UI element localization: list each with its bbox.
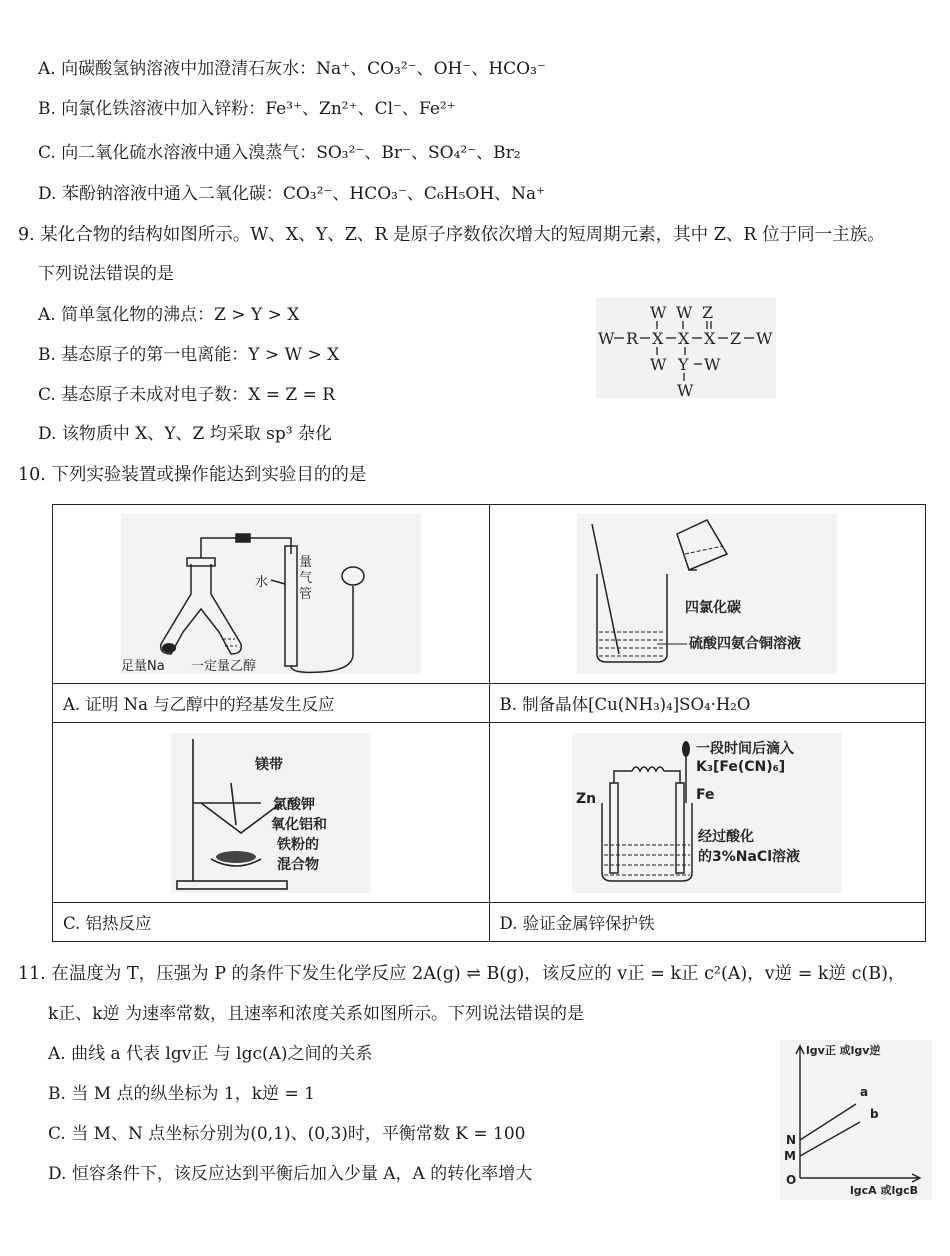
- label-ccl4: 四氯化碳: [685, 600, 742, 617]
- origin-label: O: [786, 1173, 797, 1187]
- label-later-add: 一段时间后滴入: [696, 740, 795, 757]
- q8-option-d: D. 苯酚钠溶液中通入二氧化碳：CO₃²⁻、HCO₃⁻、C₆H₅OH、Na⁺: [38, 184, 546, 204]
- apparatus-b-diagram: [577, 514, 837, 674]
- struct-w-bottom: W: [650, 355, 667, 374]
- curve-b-line: [800, 1122, 860, 1156]
- cell-d-caption: D. 验证金属锌保护铁: [489, 902, 926, 941]
- cell-a-figure: [53, 505, 490, 684]
- q8-option-c: C. 向二氧化硫水溶液中通入溴蒸气：SO₃²⁻、Br⁻、SO₄²⁻、Br₂: [38, 143, 521, 163]
- q11-option-c: C. 当 M、N 点坐标分别为(0,1)、(0,3)时，平衡常数 K = 100: [48, 1124, 526, 1144]
- struct-x3: X: [704, 329, 716, 348]
- struct-w-right: W: [756, 329, 773, 348]
- graph-x-label: lgcA 或lgcB: [850, 1184, 919, 1197]
- struct-z-right: Z: [730, 329, 742, 348]
- curve-a-line: [800, 1104, 856, 1140]
- struct-w-top2: W: [676, 303, 693, 322]
- q8-option-a: A. 向碳酸氢钠溶液中加澄清石灰水：Na⁺、CO₃²⁻、OH⁻、HCO₃⁻: [38, 59, 546, 79]
- label-liang: 量: [298, 555, 312, 571]
- q11-option-d: D. 恒容条件下，该反应达到平衡后加入少量 A，A 的转化率增大: [48, 1164, 533, 1184]
- cell-b-figure: [489, 505, 926, 684]
- struct-x1: X: [652, 329, 664, 348]
- point-m-label: M: [784, 1149, 796, 1163]
- cell-d-figure: [489, 723, 926, 902]
- q11-stem-line2: k正、k逆 为速率常数，且速率和浓度关系如图所示。下列说法错误的是: [48, 1004, 585, 1024]
- q11-stem-line1: 11. 在温度为 T，压强为 P 的条件下发生化学反应 2A(g) ⇌ B(g)，该反应的 v正 = k正 c²(A)，v逆 = k逆 c(B)，: [18, 964, 906, 984]
- q8-option-b: B. 向氯化铁溶液中加入锌粉：Fe³⁺、Zn²⁺、Cl⁻、Fe²⁺: [38, 99, 456, 119]
- struct-w-y: W: [704, 355, 721, 374]
- q9-option-b: B. 基态原子的第一电离能：Y > W > X: [38, 345, 340, 365]
- label-k3fecn6: K₃[Fe(CN)₆]: [696, 758, 786, 775]
- point-n-label: N: [786, 1133, 797, 1147]
- label-nacl: 的3%NaCl溶液: [698, 848, 801, 865]
- struct-w-top1: W: [650, 303, 667, 322]
- label-cuamm-solution: 硫酸四氨合铜溶液: [689, 636, 802, 653]
- q11-option-a: A. 曲线 a 代表 lgv正 与 lgc(A)之间的关系: [48, 1044, 373, 1064]
- q11-rate-graph: [780, 1040, 932, 1200]
- struct-z-top: Z: [702, 303, 714, 322]
- label-water: 水: [254, 575, 268, 591]
- q11-option-b: B. 当 M 点的纵坐标为 1，k逆 = 1: [48, 1084, 315, 1104]
- q9-structure-diagram: [596, 298, 776, 398]
- q10-stem: 10. 下列实验装置或操作能达到实验目的的是: [18, 465, 367, 485]
- label-acidified: 经过酸化: [698, 828, 755, 845]
- label-kclo3: 氯酸钾: [272, 796, 315, 813]
- label-mg-ribbon: 镁带: [254, 756, 283, 773]
- curve-b-label: b: [870, 1107, 879, 1121]
- struct-x2: X: [678, 329, 690, 348]
- label-guan: 管: [298, 587, 312, 603]
- struct-w-left: W: [598, 329, 615, 348]
- label-qi: 气: [298, 571, 312, 587]
- curve-a-label: a: [860, 1085, 869, 1099]
- q9-option-d: D. 该物质中 X、Y、Z 均采取 sp³ 杂化: [38, 424, 333, 444]
- cell-b-caption: B. 制备晶体[Cu(NH₃)₄]SO₄·H₂O: [489, 684, 926, 723]
- label-mixture3: 混合物: [276, 856, 319, 873]
- label-mixture2: 铁粉的: [276, 836, 319, 853]
- label-mixture1: 氧化铝和: [270, 816, 327, 833]
- q9-option-a: A. 简单氢化物的沸点：Z > Y > X: [38, 305, 300, 325]
- apparatus-d-diagram: [572, 733, 842, 893]
- q10-experiment-table: [52, 504, 926, 942]
- struct-r: R: [626, 329, 639, 348]
- cell-c-caption: C. 铝热反应: [53, 902, 490, 941]
- q9-stem-line1: 9. 某化合物的结构如图所示。W、X、Y、Z、R 是原子序数依次增大的短周期元素，其中 Z、R 位于同一主族。: [18, 225, 885, 245]
- label-na: 足量Na: [120, 659, 165, 675]
- cell-a-caption: A. 证明 Na 与乙醇中的羟基发生反应: [53, 684, 490, 723]
- label-fe: Fe: [696, 786, 715, 803]
- apparatus-a-diagram: [121, 514, 421, 674]
- label-ethanol: 一定量乙醇: [190, 659, 256, 675]
- label-zn: Zn: [576, 790, 597, 807]
- graph-y-label: lgv正 或lgv逆: [806, 1044, 881, 1057]
- q9-option-c: C. 基态原子未成对电子数：X = Z = R: [38, 385, 336, 405]
- q9-stem-line2: 下列说法错误的是: [38, 264, 174, 284]
- cell-c-figure: [53, 723, 490, 902]
- struct-y: Y: [678, 355, 689, 374]
- struct-w-lowest: W: [677, 381, 694, 398]
- apparatus-c-diagram: [171, 733, 371, 893]
